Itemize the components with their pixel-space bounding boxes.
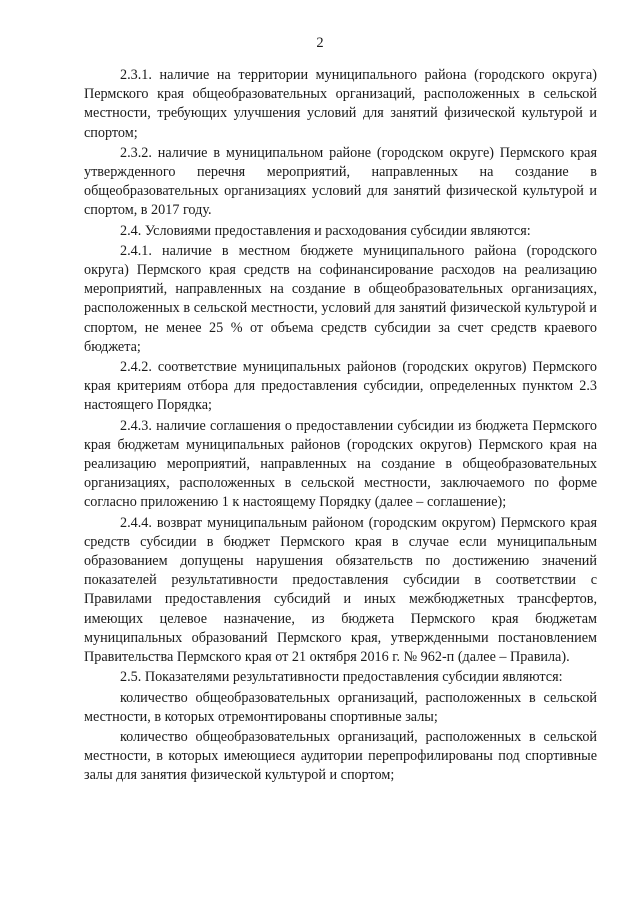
clause-2-4-4: 2.4.4. возврат муниципальным районом (городским округом) Пермского края средств субсидии в бюджет Пермского края в случае если муниципальным образованием допущены нарушения обязательств по достижению значений показателей результативности предоставления субсидии в соответствии с Правилами предоставления субсидий и иных межбюджетных трансфертов, имеющих целевое назначение, из бюджета Пермского края бюджетам муниципальных образований Пермского края, утвержденными постановлением Правительства Пермского края от 21 октября 2016 г. № 962-п (далее – Правила). xyxy=(84,514,597,666)
clause-2-4: 2.4. Условиями предоставления и расходования субсидии являются: xyxy=(120,222,531,239)
page-number: 2 xyxy=(316,35,324,51)
clause-2-5: 2.5. Показателями результативности предоставления субсидии являются: xyxy=(120,669,563,686)
indicator-item: количество общеобразовательных организаций, расположенных в сельской местности, в которых отремонтированы спортивные залы; xyxy=(84,689,597,725)
document-body xyxy=(84,66,597,787)
clause-2-3-2: 2.3.2. наличие в муниципальном районе (городском округе) Пермского края утвержденного перечня мероприятий, направленных на создание в общеобразовательных организациях условий для занятий физической культурой и спортом, в 2017 году. xyxy=(84,144,597,219)
clause-2-4-2: 2.4.2. соответствие муниципальных районов (городских округов) Пермского края критериям отбора для предоставления субсидии, определенных пунктом 2.3 настоящего Порядка; xyxy=(84,359,597,414)
indicator-item: количество общеобразовательных организаций, расположенных в сельской местности, в которых имеющиеся аудитории перепрофилированы под спортивные залы для занятия физической культурой и спортом; xyxy=(84,728,597,784)
clause-2-4-1: 2.4.1. наличие в местном бюджете муниципального района (городского округа) Пермского края средств на софинансирование расходов на реализацию мероприятий, направленных на создание в общеобразовательных организациях, расположенных в сельской местности, условий для занятий физической культурой и спортом, не менее 25 % от объема средств субсидии за счет средств краевого бюджета; xyxy=(84,242,597,355)
clause-2-4-3: 2.4.3. наличие соглашения о предоставлении субсидии из бюджета Пермского края бюджетам муниципальных районов (городских округов) Пермского края на реализацию мероприятий, направленных на создание в общеобразовательных организациях, расположенных в сельской местности, заключаемого по форме согласно приложению 1 к настоящему Порядку (далее – соглашение); xyxy=(84,417,597,511)
clause-2-3-1: 2.3.1. наличие на территории муниципального района (городского округа) Пермского края общеобразовательных организаций, расположенных в сельской местности, требующих улучшения условий для занятий физической культурой и спортом; xyxy=(84,67,597,141)
